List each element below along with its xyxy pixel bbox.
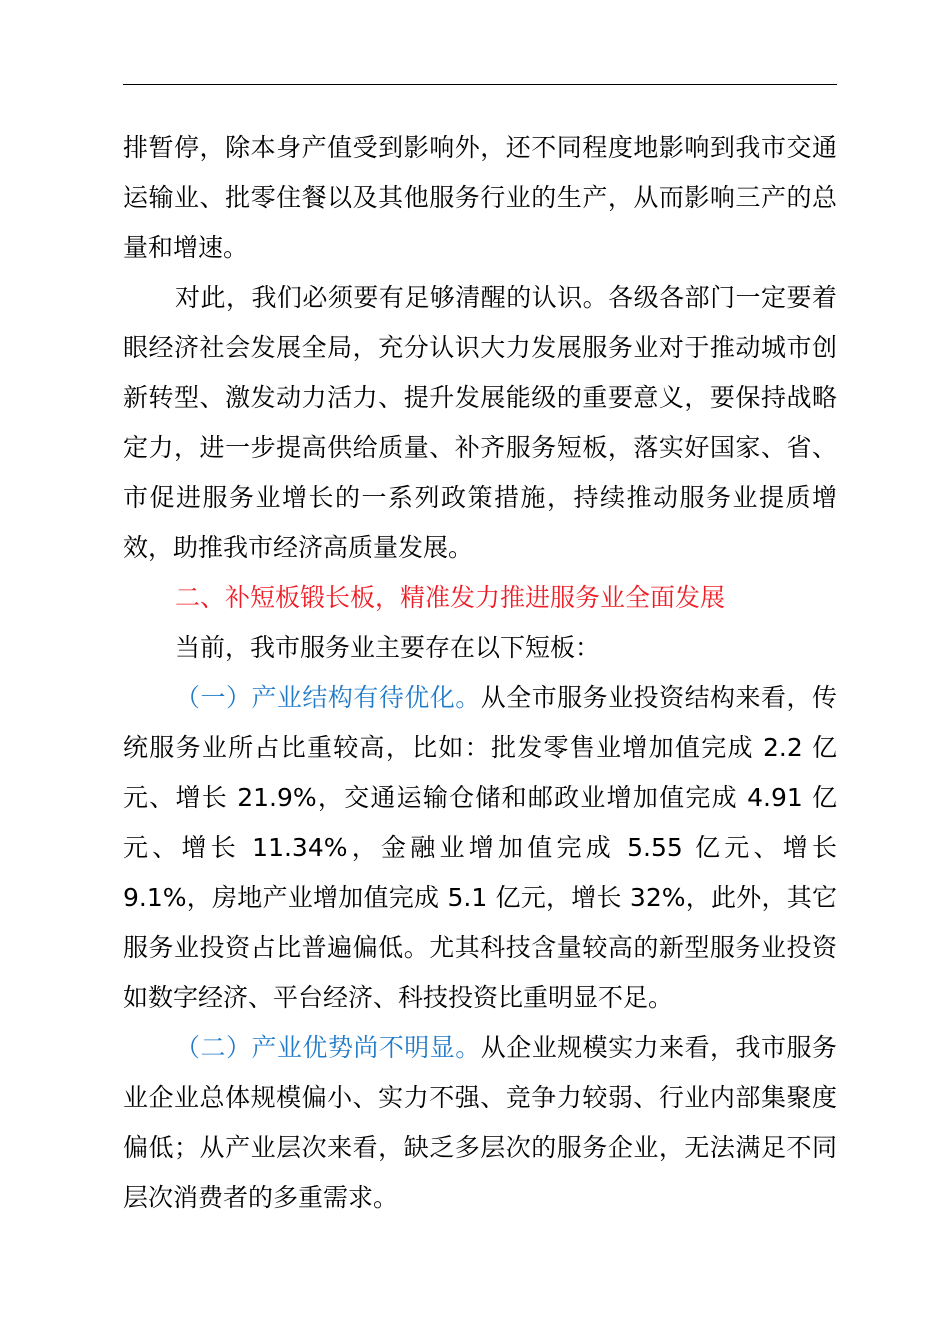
item-1-heading: （一）产业结构有待优化。 xyxy=(175,683,481,712)
item-2-body: 从企业规模实力来看，我市服务业企业总体规模偏小、实力不强、竞争力较弱、行业内部集聚度偏低；从产业层次来看，缺乏多层次的服务企业，无法满足不同层次消费者的多重需求。 xyxy=(123,1033,837,1212)
paragraph-item-1 xyxy=(123,673,837,1023)
paragraph-awareness: 对此，我们必须要有足够清醒的认识。各级各部门一定要着眼经济社会发展全局，充分认识大力发展服务业对于推动城市创新转型、激发动力活力、提升发展能级的重要意义，要保持战略定力，进一步提高供给质量、补齐服务短板，落实好国家、省、市促进服务业增长的一系列政策措施，持续推动服务业提质增效，助推我市经济高质量发展。 xyxy=(123,283,837,562)
header-rule xyxy=(123,84,837,85)
section-heading-2: 二、补短板锻长板，精准发力推进服务业全面发展 xyxy=(175,583,726,612)
item-2-heading: （二）产业优势尚不明显。 xyxy=(175,1033,481,1062)
document-body xyxy=(123,123,837,1223)
item-1-body: 从全市服务业投资结构来看，传统服务业所占比重较高，比如：批发零售业增加值完成 2.2 亿元、增长 21.9%，交通运输仓储和邮政业增加值完成 4.91 亿元、增长 11.34%，金融业增加值完成 5.55 亿元、增长 9.1%，房地产业增加值完成 5.1 亿元，增长 32%，此外，其它服务业投资占比普遍偏低。尤其科技含量较高的新型服务业投资如数字经济、平台经济、科技投资比重明显不足。 xyxy=(123,683,837,1012)
paragraph-shortcomings-intro: 当前，我市服务业主要存在以下短板： xyxy=(175,633,601,662)
paragraph-continuation: 排暂停，除本身产值受到影响外，还不同程度地影响到我市交通运输业、批零住餐以及其他服务行业的生产，从而影响三产的总量和增速。 xyxy=(123,133,837,262)
paragraph-item-2 xyxy=(123,1023,837,1223)
